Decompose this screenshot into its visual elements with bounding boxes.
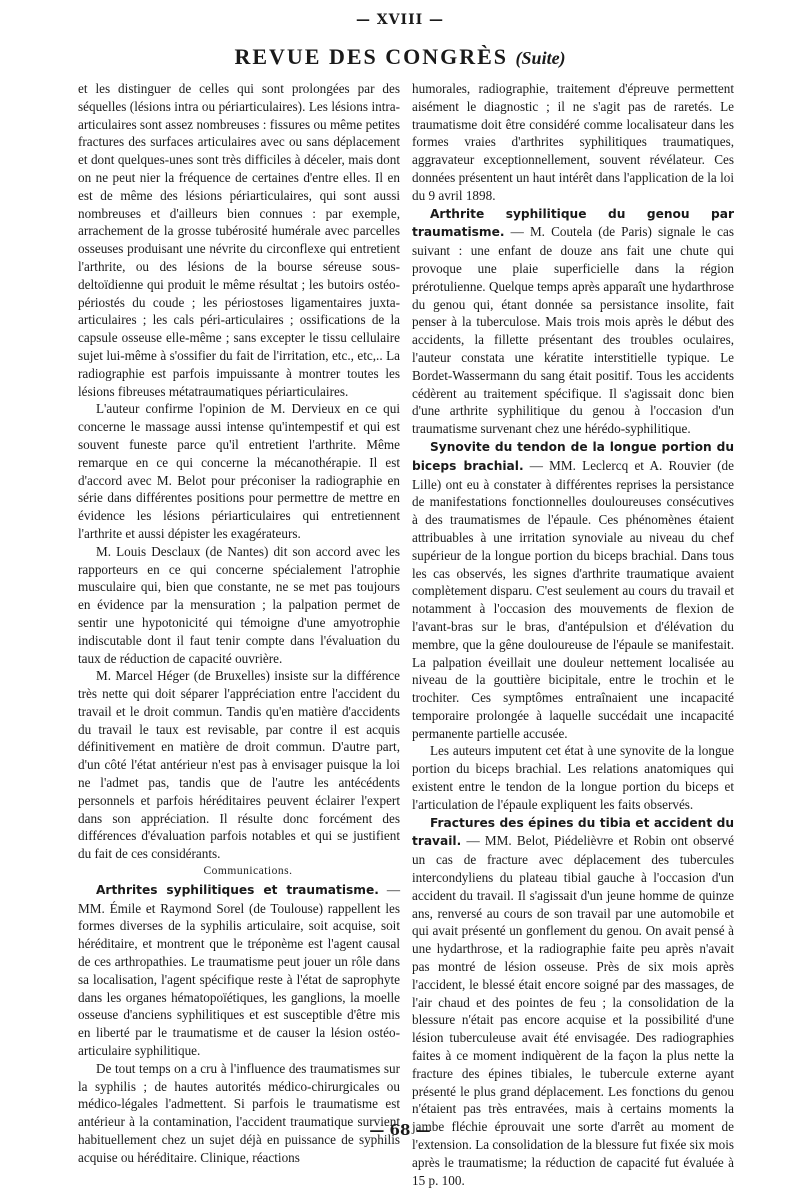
run-in-heading: Arthrites syphilitiques et traumatisme.: [96, 882, 379, 897]
page-title: [0, 44, 800, 70]
run-in-heading: Arthrite syphilitique du genou par traumatisme.: [412, 206, 734, 240]
page-number: — 68 —: [369, 1121, 431, 1139]
title-text: REVUE DES CONGRÈS: [234, 44, 509, 69]
right-column: [412, 80, 734, 1189]
left-column: [78, 80, 400, 1167]
run-in-heading: Fractures des épines du tibia et accident du travail.: [412, 815, 734, 849]
run-in-heading: Synovite du tendon de la longue portion du biceps brachial.: [412, 439, 734, 473]
paragraph: [78, 881, 400, 1060]
paragraph-text: — MM. Leclercq et A. Rouvier (de Lille) ont eu à constater à différentes reprises la persistance de manifestations fonctionnelles douloureuses consécutives à des traumatismes de l'épaule. Ces phénomènes étaient attribuables à une irritation synoviale au niveau du chef supérieur de la longue portion du biceps brachial. Dans tous les cas observés, les signes d'arthrite traumatique avaient complètement disparu. C'est seulement au cours du travail et notamment à l'occasion des mouvements de flexion de l'avant-bras sur le bras, d'antépulsion et d'élévation du membre, que la gêne douloureuse de l'épaule se manifestait. La palpation éveillait une douleur nettement localisée au niveau de la gouttière bicipitale, entre le trochin et le trochiter. Ces symptômes entraînaient une incapacité temporaire prolongée à laquelle succédait une incapacité permanente partielle accusée.: [412, 457, 734, 741]
paragraph: Les auteurs imputent cet état à une synovite de la longue portion du biceps brachial. Les relations anatomiques qui existent entre le tendon de la longue portion du biceps et l'articulation de l'épaule expliquent les faits observés.: [412, 743, 734, 812]
roman-page-number: — XVIII —: [355, 12, 445, 28]
paragraph: [412, 438, 734, 743]
paragraph: L'auteur confirme l'opinion de M. Dervieux en ce qui concerne le massage aussi intense qu'intempestif et qui est souvent funeste parce qu'il entretient l'arthrite. Même remarque en ce qui concerne la mécanothérapie. Il est d'accord avec M. Belot pour préconiser la radiographie en série dans différentes positions pour permettre de mettre en évidence les lésions périarticulaires qui entretiennent l'arthrite et aussi dépister les exagérateurs.: [78, 401, 400, 541]
paragraph: M. Louis Desclaux (de Nantes) dit son accord avec les rapporteurs en ce qui concerne spécialement l'atrophie musculaire qui, bien que constante, ne se met pas toujours en évidence par la mensuration ; la palpation permet de sentir une hypotonicité qui témoigne d'une amyotrophie indiscutable dont il faut tenir compte dans l'évaluation du taux de réduction de capacité ouvrière.: [78, 543, 400, 666]
paragraph: humorales, radiographie, traitement d'épreuve permettent aisément le diagnostic ; il ne s'agit pas de raretés. Le traumatisme doit être considéré comme localisateur dans les formes vraies d'arthrites syphilitiques traumatiques, aggravateur exceptionnellement, souvent révélateur. Ces données présentent un haut intérêt dans l'application de la loi du 9 avril 1898.: [412, 81, 734, 203]
paragraph: De tout temps on a cru à l'influence des traumatismes sur la syphilis ; de hautes autorités médico-chirurgicales ou médico-légales l'admettent. Si parfois le traumatisme est antérieur à la contamination, l'accident traumatique survient habituellement chez un sujet déjà en puissance de syphilis acquise ou héréditaire. Clinique, réactions: [78, 1060, 400, 1165]
paragraph: et les distinguer de celles qui sont prolongées par des séquelles (lésions intra ou périarticulaires). Les lésions intra-articulaires sont assez nombreuses : fissures ou même petites fractures des surfaces articulaires avec ou sans déplacement et dont quelques-unes sont très difficiles à déceler, mais dont on ne peut nier la fréquence de certaines d'entre elles. Il en est de même des lésions périarticulaires, qui sont aussi nombreuses et d'ailleurs bien connues : par exemple, arrachement de la grosse tubérosité humérale avec parcelles osseuses produisant une névrite du circonflexe qui entretient l'arthrite, ou des lésions de la bourse séreuse sous-deltoïdienne qui produit le même résultat ; les butoirs ostéo-périostés du coude ; les périostoses ligamentaires juxta-articulaires ; les cals péri-articulaires ; ossifications de la capsule osseuse elle-même ; sans excepter le tissu cellulaire sujet lui-même à s'ossifier du fait de l'irritation, etc., etc,.. La radiographie est parfois impuissante à montrer toutes les lésions fibreuses métatraumatiques périarticulaires.: [78, 81, 400, 399]
paragraph-text: — MM. Belot, Piédelièvre et Robin ont observé un cas de fracture avec déplacement des tubercules intercondyliens du plateau tibial gauche à l'occasion d'un accident du travail. Il s'agissait d'un jeune homme de quinze ans, renversé au cours de son travail par une automobile et qui avait présenté un gonflement du genou. On avait pensé à une hydarthrose, et la radiographie faite peu après n'avait pas montré de lésion osseuse. Près de six mois après l'accident, le blessé était encore soigné par des massages, de l'air chaud et des pointes de feu ; la consolidation de la blessure n'était pas encore acquise et la possibilité d'une lésion tuberculeuse avait été envisagée. Des radiographies faites à ce moment indiquèrent de la façon la plus nette la fracture des épines tibiales, le tubercule externe ayant présenté le plus grand déplacement. Les fonctions du genou n'étaient pas très entravées, mais à certains moments la jambe fléchie éprouvait une sorte d'arrêt au moment de l'extension. La consolidation de la blessure fut fixée six mois après le traumatisme; la réduction de capacité fut évaluée à 15 p. 100.: [412, 833, 734, 1188]
paragraph-text: — MM. Émile et Raymond Sorel (de Toulouse) rappellent les formes diverses de la syphilis articulaire, soit acquise, soit héréditaire, et montrent que le tréponème est l'agent causal de ces arthropathies. Le traumatisme peut jouer un rôle dans sa localisation, l'agent spécifique reste à l'état de saprophyte dans les organes hématopoïétiques, les ganglions, la moelle osseuse d'anciens syphilitiques et est susceptible d'être mis en liberté par le traumatisme et de causer la lésion ostéo-articulaire syphilitique.: [78, 881, 401, 1059]
paragraph-text: — M. Coutela (de Paris) signale le cas suivant : une enfant de douze ans fait une chute qui provoque une plaie superficielle dans la région prérotulienne. Quelque temps après apparaît une hydarthrose du genou qui, étant donnée sa persistance insolite, fait penser à la tuberculose. Mais trois mois après le début des accidents, la fillette présentant des troubles oculaires, l'auteur constata une kératite interstitielle typique. Le Bordet-Wassermann du sang était positif. Tous les accidents cédèrent au traitement spécifique. Il s'agissait donc bien d'une arthrite syphilitique du genou à l'occasion d'un traumatisme survenant chez une hérédo-syphilitique.: [412, 224, 734, 437]
title-suffix: (Suite): [515, 48, 566, 68]
section-title: Communications.: [203, 865, 293, 878]
paragraph: M. Marcel Héger (de Bruxelles) insiste sur la différence très nette qui doit séparer l'appréciation entre l'accident du travail et le droit commun. Tandis qu'en matière d'accidents du travail le taux est revisable, par contre il est acquis définitivement en matière de droit commun. D'autre part, d'un côté l'état antérieur n'est pas à envisager puisque la loi ne l'admet pas, tandis que de l'autre les antécédents personnels et parfois héréditaires peuvent éclairer l'expert dans son appréciation. Il résulte donc forcément des différences d'évaluation parfois notables et qui se justifient du fait de ces considérants.: [78, 668, 400, 862]
paragraph: [412, 205, 734, 438]
